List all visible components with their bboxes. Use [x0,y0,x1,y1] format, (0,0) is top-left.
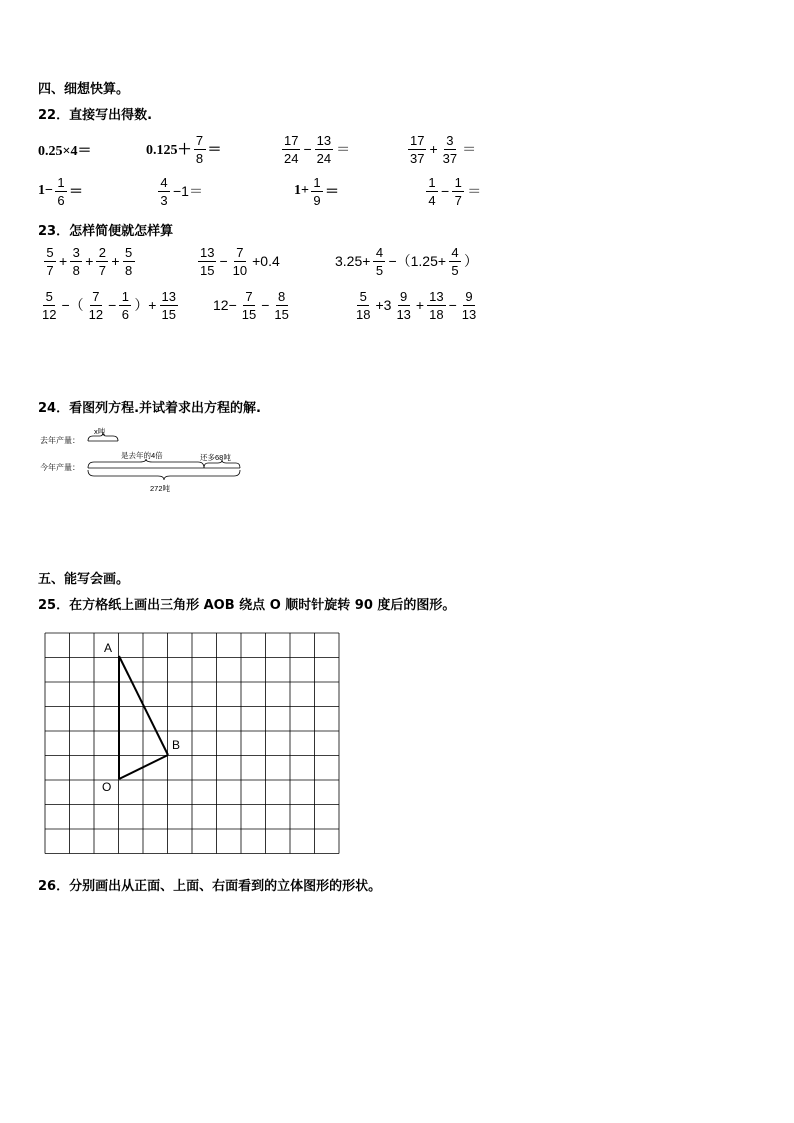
fraction [96,244,108,279]
fraction [70,244,82,279]
times-label: 是去年的4倍 [121,451,163,460]
numerator: 17 [284,132,299,148]
numerator: 8 [276,288,288,306]
operator: − [448,297,457,313]
q22-expr-6 [156,172,204,210]
numerator: 13 [316,132,332,148]
denominator: 24 [284,150,299,166]
fraction [55,174,67,209]
denominator: 15 [200,262,215,278]
operator: + [429,141,438,157]
fraction [119,288,131,323]
denominator: 6 [57,192,65,208]
q23-expr-3 [334,242,479,280]
denominator: 7 [46,262,54,278]
numerator: 9 [463,288,475,306]
numerator: 13 [200,244,215,260]
fraction [198,244,216,279]
denominator: 7 [98,262,106,278]
numerator: 13 [161,288,176,304]
total-label: 272吨 [150,484,171,493]
numerator: 4 [449,244,461,262]
production-line-diagram [36,420,256,498]
last-year-label: 去年产量： [40,436,80,445]
fraction [44,244,56,279]
operator: + [415,297,425,313]
operator: +3 [375,297,392,313]
denominator: 12 [88,306,104,322]
fraction [354,288,372,323]
numerator: 1 [311,174,323,192]
operator: ）+ [134,297,157,313]
point-o-label: O [102,780,112,794]
operator: 3.25+ [335,253,371,269]
operator: − [261,297,270,313]
total-brace [88,470,240,480]
fraction [194,132,206,167]
operator: −（ [61,297,84,313]
question-25-title: 25．在方格纸上画出三角形 AOB 绕点 O 顺时针旋转 90 度后的图形。 [38,598,456,613]
fraction [394,288,412,323]
denominator: 15 [274,306,289,322]
operator: ＝ [467,183,482,199]
expr-text: ＝ [207,143,222,158]
q23-expr-1 [42,242,137,280]
fraction [240,288,258,323]
numerator: 17 [410,132,425,148]
denominator: 5 [375,262,384,278]
numerator: 1 [426,174,438,192]
fraction [408,132,426,167]
denominator: 5 [451,262,459,278]
numerator: 1 [119,288,131,306]
fraction [460,288,478,323]
grid-lines [45,633,339,854]
numerator: 7 [243,288,255,306]
expr-text: 0.25×4＝ [38,144,92,159]
fraction [282,132,300,167]
expr-text: 1− [38,183,53,198]
numerator: 7 [90,288,102,306]
x-ton-brace [88,432,118,441]
numerator: 13 [429,288,444,304]
q23-expr-4 [38,286,180,324]
numerator: 3 [70,244,82,262]
denominator: 24 [316,150,332,166]
operator: +0.4 [252,253,280,269]
denominator: 4 [428,192,436,208]
fraction [373,244,385,279]
q22-expr-2 [146,130,222,168]
q22-expr-3 [280,130,351,168]
numerator: 3 [444,132,456,150]
question-23-title: 23．怎样简便就怎样算 [38,224,174,239]
section-5-title: 五、能写会画。 [38,572,130,587]
q23-expr-6 [352,286,480,324]
denominator: 12 [42,306,57,322]
operator: + [59,253,68,269]
question-24-title: 24．看图列方程.并试着求出方程的解. [38,401,261,416]
operator: − [303,141,312,157]
q22-expr-4 [406,130,477,168]
more-label: 还多68吨 [200,453,231,462]
numerator: 2 [96,244,108,262]
question-22-title: 22．直接写出得数. [38,108,153,123]
operator: 12− [213,297,237,313]
denominator: 18 [429,306,444,322]
point-a-label: A [104,641,113,655]
fraction [311,174,323,209]
operator: + [111,253,120,269]
denominator: 37 [442,150,458,166]
expr-text: 0.125＋ [146,143,192,158]
denominator: 13 [461,306,477,322]
fraction [426,174,438,209]
expr-text: ＝ [68,185,83,200]
q22-expr-1 [38,132,91,168]
denominator: 8 [195,150,204,166]
triangle-side-ob [119,755,168,779]
section-4-title: 四、细想快算。 [38,82,130,97]
fraction [427,288,445,323]
fraction [231,244,249,279]
q22-expr-8 [424,172,482,210]
point-b-label: B [172,738,181,752]
operator: − [441,183,450,199]
q22-expr-7 [294,172,339,210]
denominator: 8 [124,262,133,278]
operator: −（1.25+ [388,253,447,269]
fraction [123,244,135,279]
expr-text: 1+ [294,183,309,198]
denominator: 7 [454,192,462,208]
operator: ＝ [462,141,477,157]
fraction [272,288,290,323]
denominator: 3 [160,192,168,208]
operator: − [219,253,228,269]
this-year-label: 今年产量： [40,463,80,472]
fraction [158,174,170,209]
denominator: 37 [410,150,425,166]
question-26-title: 26．分别画出从正面、上面、右面看到的立体图形的形状。 [38,879,382,894]
q23-expr-2 [196,242,281,280]
denominator: 18 [356,306,371,322]
operator: −1＝ [173,183,203,199]
numerator: 4 [158,174,170,192]
operator: − [108,297,117,313]
numerator: 7 [194,132,206,150]
numerator: 7 [234,244,246,262]
q23-expr-5 [212,286,293,324]
fraction [87,288,105,323]
denominator: 9 [313,192,321,208]
fraction [160,288,178,323]
fraction [315,132,333,167]
fraction [40,288,58,323]
numerator: 9 [398,288,410,306]
grid-paper [44,632,342,856]
denominator: 8 [72,262,80,278]
triangle-side-ab [119,656,168,755]
q22-expr-5 [38,172,83,210]
numerator: 5 [43,288,55,306]
times-brace [88,459,204,468]
denominator: 13 [396,306,411,322]
x-ton-label: x吨 [94,427,106,436]
numerator: 4 [373,244,385,262]
numerator: 5 [123,244,135,262]
denominator: 10 [232,262,248,278]
fraction [441,132,459,167]
numerator: 5 [44,244,56,262]
operator: ＝ [336,141,351,157]
numerator: 1 [452,174,464,192]
operator: + [85,253,94,269]
denominator: 15 [241,306,257,322]
operator: ） [464,253,479,269]
fraction [452,174,464,209]
numerator: 5 [357,288,369,306]
fraction [449,244,461,279]
expr-text: ＝ [324,185,339,200]
numerator: 1 [55,174,67,192]
denominator: 6 [121,306,129,322]
denominator: 15 [161,306,176,322]
